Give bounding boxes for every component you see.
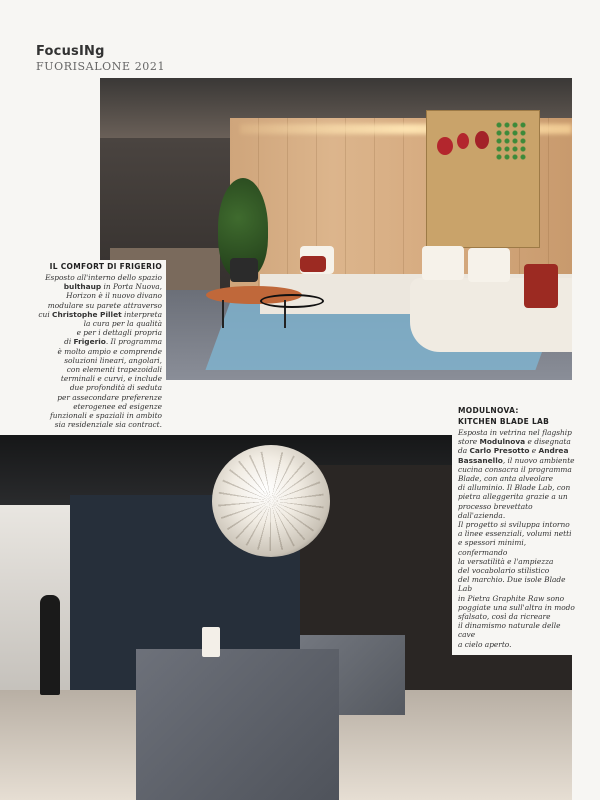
caption-line — [458, 428, 576, 437]
caption-text: cui — [38, 309, 53, 319]
caption-text: . Il programma — [105, 337, 162, 347]
caption-line — [458, 575, 576, 593]
caption-title-line2: KITCHEN BLADE LAB — [458, 417, 550, 426]
caption-line — [34, 273, 162, 282]
caption-text: e per i dettagli propria — [76, 328, 162, 338]
caption-title: IL COMFORT DI FRIGERIO — [49, 262, 162, 271]
caption-text: di — [64, 337, 74, 347]
caption-bold: Modulnova — [479, 437, 526, 447]
caption-line — [34, 282, 162, 291]
pendant-lamp — [212, 445, 330, 557]
caption-line — [34, 402, 162, 411]
caption-text: con elementi trapezoidali — [66, 365, 162, 375]
caption-bold: Bassanello — [458, 455, 503, 465]
caption-text: a linee essenziali, volumi netti — [458, 529, 572, 539]
caption-line — [458, 483, 576, 492]
caption-text: pietra alleggerita grazie a un — [458, 492, 568, 502]
caption-text: a cielo aperto. — [458, 639, 512, 649]
caption-title-line1: MODULNOVA: — [458, 406, 519, 415]
cushion-red — [524, 264, 558, 308]
vase — [202, 627, 220, 657]
caption-line — [34, 328, 162, 337]
section-header — [36, 44, 165, 73]
caption-text: Il progetto si sviluppa intorno — [458, 520, 570, 530]
caption-line — [34, 291, 162, 300]
pot — [230, 258, 258, 282]
caption-text: il dinamismo naturale delle cave — [458, 621, 561, 640]
caption-line — [34, 365, 162, 374]
caption-bold: bulthaup — [63, 282, 102, 292]
caption-modulnova — [452, 402, 582, 655]
caption-line — [34, 374, 162, 383]
caption-text: e disegnata — [525, 437, 571, 447]
caption-text: processo brevettato dall'azienda. — [458, 501, 533, 520]
caption-line — [34, 310, 162, 319]
caption-body — [34, 273, 162, 429]
kitchen-island-lower — [136, 649, 339, 800]
caption-line — [458, 465, 576, 474]
caption-text: terminali e curvi, e include — [60, 374, 162, 384]
caption-text: funzionali e spaziali in ambito — [50, 411, 162, 421]
caption-line — [458, 446, 576, 455]
caption-text: la versatilità e l'ampiezza — [458, 556, 554, 566]
caption-bold: Frigerio — [73, 337, 106, 347]
caption-line — [458, 594, 576, 603]
cushion — [422, 246, 464, 280]
caption-line — [458, 640, 576, 649]
section-title: FocusINg — [36, 44, 105, 59]
side-table — [260, 294, 324, 308]
caption-line — [34, 411, 162, 420]
caption-line — [458, 492, 576, 501]
caption-text: per assecondare preferenze — [57, 392, 162, 402]
caption-text: store — [458, 437, 480, 447]
caption-line — [34, 301, 162, 310]
caption-line — [458, 474, 576, 483]
caption-line — [458, 502, 576, 520]
caption-text: Horizon è il nuovo divano — [66, 291, 162, 301]
caption-line — [458, 456, 576, 465]
caption-line — [34, 319, 162, 328]
table-leg — [222, 300, 224, 328]
caption-line — [34, 347, 162, 356]
caption-text: e — [529, 446, 539, 456]
caption-text: modulare su parete attraverso — [47, 300, 162, 310]
caption-line — [458, 603, 576, 612]
caption-text: Esposta in vetrina nel flagship — [458, 428, 572, 437]
caption-text: Blade, con anta alveolare — [458, 474, 554, 484]
caption-line — [458, 566, 576, 575]
caption-text: e spessori minimi, confermando — [458, 538, 527, 557]
caption-line — [458, 538, 576, 556]
caption-line — [458, 437, 576, 446]
painting — [426, 110, 540, 248]
caption-text: sia residenziale sia contract. — [54, 420, 162, 430]
caption-bold: Carlo Presotto — [469, 446, 530, 456]
caption-text: soluzioni lineari, angolari, — [64, 355, 162, 365]
caption-text: in Porta Nuova, — [101, 282, 162, 292]
caption-line — [458, 529, 576, 538]
caption-text: del vocabolario stilistico — [458, 566, 550, 576]
person-figure — [40, 595, 60, 695]
caption-text: eterogenee ed esigenze — [73, 401, 162, 411]
caption-text: due profondità di seduta — [69, 383, 162, 393]
caption-line — [34, 383, 162, 392]
caption-line — [458, 612, 576, 621]
section-subtitle: FUORISALONE 2021 — [36, 60, 166, 73]
caption-text: da — [458, 446, 470, 456]
painting-shape — [495, 121, 527, 161]
caption-line — [458, 557, 576, 566]
caption-line — [34, 393, 162, 402]
cushion — [468, 248, 510, 282]
caption-text: è molto ampio e comprende — [57, 346, 162, 356]
photo-sofa-showroom — [100, 78, 572, 380]
caption-line — [34, 356, 162, 365]
caption-line — [34, 420, 162, 429]
caption-text: la cura per la qualità — [83, 319, 162, 329]
caption-frigerio — [30, 260, 166, 431]
caption-text: poggiate una sull'altra in modo — [458, 602, 575, 612]
caption-text: del marchio. Due isole Blade Lab — [458, 575, 566, 594]
painting-shape — [437, 137, 453, 155]
cushion-red — [300, 256, 326, 272]
caption-bold: Christophe Pillet — [52, 309, 122, 319]
caption-text: Esposto all'interno dello spazio — [45, 273, 162, 282]
caption-text: sfalsato, così da ricreare — [458, 612, 551, 622]
caption-text: , il nuovo ambiente — [502, 455, 575, 465]
caption-text: interpreta — [121, 309, 162, 319]
caption-line — [458, 621, 576, 639]
caption-text: di alluminio. Il Blade Lab, con — [458, 483, 571, 493]
caption-text: in Pietra Graphite Raw sono — [458, 593, 565, 603]
caption-text: cucina consacra il programma — [458, 464, 572, 474]
painting-shape — [475, 131, 489, 149]
caption-line — [458, 520, 576, 529]
caption-bold: Andrea — [538, 446, 569, 456]
caption-body — [458, 428, 576, 649]
caption-line — [34, 337, 162, 346]
painting-shape — [457, 133, 469, 149]
